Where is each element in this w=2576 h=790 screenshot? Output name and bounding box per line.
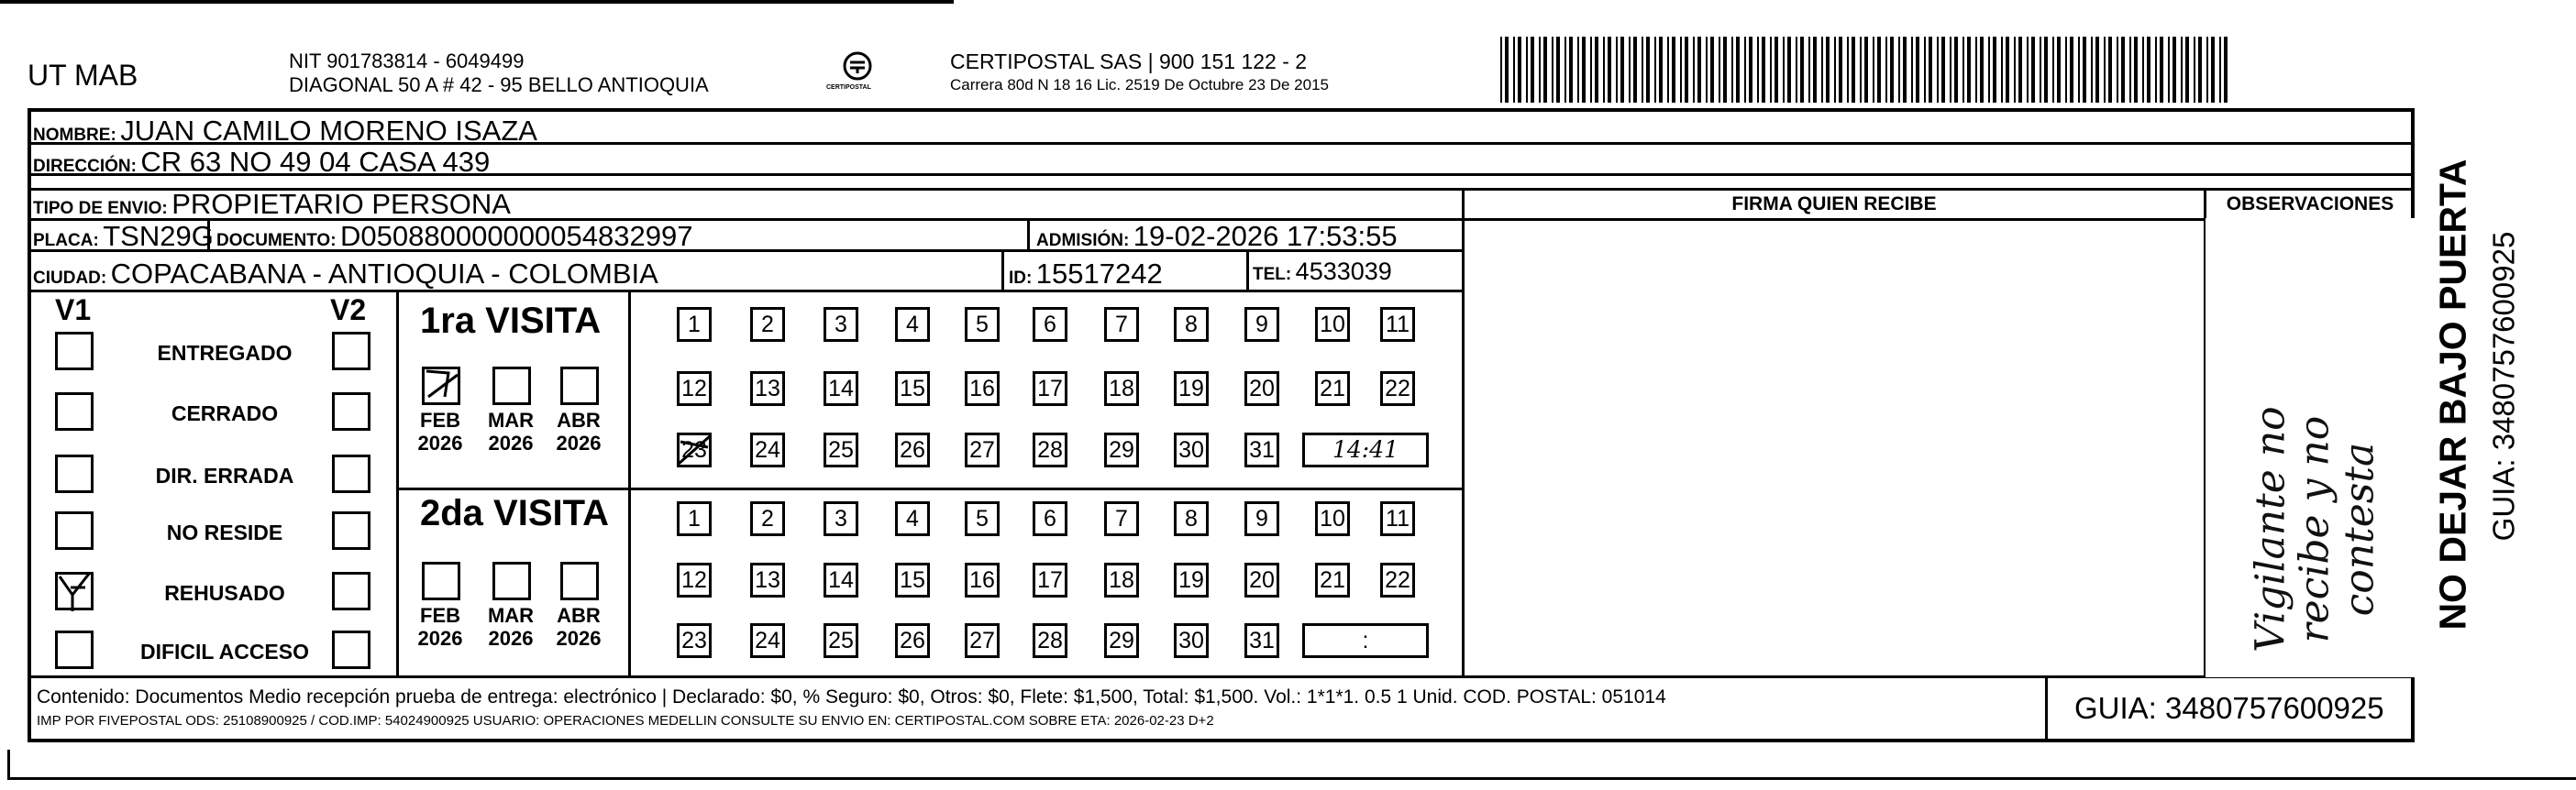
day-box[interactable]: 9 bbox=[1244, 307, 1279, 342]
day-box[interactable]: 10 bbox=[1315, 501, 1350, 536]
day-box[interactable]: 16 bbox=[965, 563, 1000, 598]
status-option-label: DIFICIL ACCESO bbox=[139, 640, 309, 664]
observaciones-label: OBSERVACIONES bbox=[2226, 193, 2394, 214]
day-box[interactable]: 12 bbox=[677, 371, 712, 406]
day-box[interactable]: 30 bbox=[1174, 623, 1209, 658]
visit-time-box[interactable]: : bbox=[1302, 623, 1429, 658]
month-label: ABR 2026 bbox=[556, 604, 602, 651]
admision-value: 19-02-2026 17:53:55 bbox=[1133, 220, 1398, 252]
day-box[interactable]: 17 bbox=[1033, 371, 1067, 406]
month-checkbox[interactable] bbox=[422, 562, 460, 600]
firma-label: FIRMA QUIEN RECIBE bbox=[1731, 193, 1937, 214]
placa-value: TSN29G bbox=[103, 220, 214, 252]
day-box[interactable]: 31 bbox=[1244, 623, 1279, 658]
direccion-value: CR 63 NO 49 04 CASA 439 bbox=[140, 146, 491, 178]
footer-print-line: IMP POR FIVEPOSTAL ODS: 25108900925 / COD.IMP: 54024900925 USUARIO: OPERACIONES MEDELLIN CONSULTE SU ENVIO EN: CERTIPOSTAL.COM SOBRE ETA: 2026-02-23 D+2 bbox=[37, 713, 1214, 729]
day-box[interactable]: 1 bbox=[677, 307, 712, 342]
v2-checkbox[interactable] bbox=[332, 631, 370, 669]
v1-checkbox[interactable] bbox=[55, 392, 94, 431]
tel-label: TEL: bbox=[1253, 265, 1292, 284]
ciudad-value: COPACABANA - ANTIOQUIA - COLOMBIA bbox=[110, 258, 658, 290]
v1-checkbox[interactable] bbox=[55, 455, 94, 493]
status-option-label: CERRADO bbox=[171, 401, 279, 425]
day-box[interactable]: 4 bbox=[895, 307, 930, 342]
day-box[interactable]: 28 bbox=[1033, 433, 1067, 467]
day-box[interactable]: 31 bbox=[1244, 433, 1279, 467]
day-box[interactable]: 26 bbox=[895, 623, 930, 658]
v1-label: V1 bbox=[55, 293, 92, 326]
month-checkbox[interactable] bbox=[492, 367, 531, 405]
placa-label: PLACA: bbox=[33, 231, 99, 250]
day-box[interactable]: 22 bbox=[1380, 371, 1415, 406]
day-box[interactable]: 26 bbox=[895, 433, 930, 467]
v2-label: V2 bbox=[330, 293, 367, 326]
status-option-label: NO RESIDE bbox=[166, 521, 283, 544]
nombre-value: JUAN CAMILO MORENO ISAZA bbox=[120, 115, 537, 147]
day-box[interactable]: 25 bbox=[824, 623, 858, 658]
day-box[interactable]: 5 bbox=[965, 501, 1000, 536]
day-box[interactable]: 15 bbox=[895, 563, 930, 598]
footer-guia: GUIA: 3480757600925 bbox=[2074, 691, 2384, 725]
status-option-label: DIR. ERRADA bbox=[155, 464, 294, 488]
documento-value: D050880000000054832997 bbox=[340, 220, 693, 252]
carrier-license: Carrera 80d N 18 16 Lic. 2519 De Octubre 23 De 2015 bbox=[950, 76, 1329, 93]
month-checkbox[interactable] bbox=[492, 562, 531, 600]
day-box[interactable]: 28 bbox=[1033, 623, 1067, 658]
day-box[interactable]: 22 bbox=[1380, 563, 1415, 598]
month-label: ABR 2026 bbox=[556, 409, 602, 455]
logo-text: CERTIPOSTAL bbox=[826, 84, 871, 91]
documento-label: DOCUMENTO: bbox=[216, 231, 337, 250]
day-box[interactable]: 2 bbox=[750, 307, 785, 342]
day-box[interactable]: 6 bbox=[1033, 501, 1067, 536]
nombre-label: NOMBRE: bbox=[33, 126, 116, 145]
v1-checkbox[interactable] bbox=[55, 572, 94, 610]
v2-checkbox[interactable] bbox=[332, 332, 370, 370]
day-box[interactable]: 1 bbox=[677, 501, 712, 536]
status-option-label: ENTREGADO bbox=[157, 341, 293, 365]
footer-content-line: Contenido: Documentos Medio recepción prueba de entrega: electrónico | Declarado: $0, % Seguro: $0, Otros: $0, Flete: $1,500, Total: $1,500. Vol.: 1*1*1. 0.5 1 Unid. COD. POSTAL: 051014 bbox=[37, 686, 1666, 708]
day-box[interactable]: 20 bbox=[1244, 563, 1279, 598]
v1-checkbox[interactable] bbox=[55, 511, 94, 550]
day-box[interactable]: 19 bbox=[1174, 371, 1209, 406]
status-option-label: REHUSADO bbox=[164, 581, 285, 605]
month-label: MAR 2026 bbox=[487, 604, 535, 651]
carrier-name: CERTIPOSTAL SAS | 900 151 122 - 2 bbox=[950, 49, 1308, 73]
v2-checkbox[interactable] bbox=[332, 455, 370, 493]
v2-checkbox[interactable] bbox=[332, 511, 370, 550]
day-box[interactable]: 15 bbox=[895, 371, 930, 406]
day-box[interactable]: 8 bbox=[1174, 501, 1209, 536]
bottom-rule bbox=[7, 777, 2576, 780]
day-box[interactable]: 3 bbox=[824, 307, 858, 342]
month-checkbox[interactable] bbox=[560, 562, 599, 600]
day-box[interactable]: 29 bbox=[1104, 433, 1139, 467]
handwritten-observation: Vigilante no recibe y no contesta bbox=[2247, 406, 2383, 653]
day-box[interactable]: 13 bbox=[750, 371, 785, 406]
id-value: 15517242 bbox=[1035, 258, 1163, 290]
top-rule bbox=[0, 0, 954, 4]
admision-label: ADMISIÓN: bbox=[1036, 231, 1130, 250]
day-box[interactable]: 5 bbox=[965, 307, 1000, 342]
second-visit-title: 2da VISITA bbox=[420, 493, 609, 533]
visit-time-box[interactable]: 14:41 bbox=[1302, 433, 1429, 467]
id-label: ID: bbox=[1009, 269, 1033, 288]
day-box[interactable]: 13 bbox=[750, 563, 785, 598]
day-box[interactable]: 8 bbox=[1174, 307, 1209, 342]
firma-area[interactable] bbox=[1465, 220, 2204, 675]
side-warning: NO DEJAR BAJO PUERTA bbox=[2431, 159, 2474, 631]
day-box[interactable]: 9 bbox=[1244, 501, 1279, 536]
day-box[interactable]: 16 bbox=[965, 371, 1000, 406]
sender-nit: NIT 901783814 - 6049499 bbox=[289, 49, 525, 72]
day-box[interactable]: 4 bbox=[895, 501, 930, 536]
day-box[interactable]: 27 bbox=[965, 433, 1000, 467]
day-box[interactable]: 11 bbox=[1380, 307, 1415, 342]
day-box[interactable]: 25 bbox=[824, 433, 858, 467]
sender-address: DIAGONAL 50 A # 42 - 95 BELLO ANTIOQUIA bbox=[289, 73, 709, 96]
day-box[interactable]: 24 bbox=[750, 433, 785, 467]
tel-value: 4533039 bbox=[1295, 258, 1392, 285]
first-visit-title: 1ra VISITA bbox=[420, 301, 602, 341]
day-box[interactable]: 11 bbox=[1380, 501, 1415, 536]
month-label: FEB 2026 bbox=[417, 604, 463, 651]
day-box[interactable]: 14 bbox=[824, 563, 858, 598]
day-box[interactable]: 23 bbox=[677, 623, 712, 658]
month-label: FEB 2026 bbox=[417, 409, 463, 455]
barcode bbox=[1500, 37, 2232, 103]
day-box[interactable]: 10 bbox=[1315, 307, 1350, 342]
month-checkbox[interactable] bbox=[560, 367, 599, 405]
day-box[interactable]: 7 bbox=[1104, 501, 1139, 536]
day-box[interactable]: 3 bbox=[824, 501, 858, 536]
day-box[interactable]: 18 bbox=[1104, 563, 1139, 598]
day-box[interactable]: 7 bbox=[1104, 307, 1139, 342]
day-box[interactable]: 24 bbox=[750, 623, 785, 658]
tipo-envio-label: TIPO DE ENVIO: bbox=[33, 199, 168, 218]
month-label: MAR 2026 bbox=[487, 409, 535, 455]
v2-checkbox[interactable] bbox=[332, 392, 370, 431]
day-box[interactable]: 12 bbox=[677, 563, 712, 598]
day-box[interactable]: 20 bbox=[1244, 371, 1279, 406]
ciudad-label: CIUDAD: bbox=[33, 269, 107, 288]
day-box[interactable]: 23 bbox=[677, 433, 712, 467]
day-box[interactable]: 14 bbox=[824, 371, 858, 406]
sender-name: UT MAB bbox=[28, 59, 138, 92]
tipo-envio-value: PROPIETARIO PERSONA bbox=[171, 188, 511, 220]
day-box[interactable]: 21 bbox=[1315, 563, 1350, 598]
day-box[interactable]: 6 bbox=[1033, 307, 1067, 342]
v1-checkbox[interactable] bbox=[55, 332, 94, 370]
day-box[interactable]: 30 bbox=[1174, 433, 1209, 467]
day-box[interactable]: 2 bbox=[750, 501, 785, 536]
v1-checkbox[interactable] bbox=[55, 631, 94, 669]
certipostal-logo bbox=[826, 46, 885, 103]
direccion-label: DIRECCIÓN: bbox=[33, 157, 137, 176]
day-box[interactable]: 17 bbox=[1033, 563, 1067, 598]
day-box[interactable]: 27 bbox=[965, 623, 1000, 658]
month-checkbox[interactable] bbox=[422, 367, 460, 405]
day-box[interactable]: 18 bbox=[1104, 371, 1139, 406]
day-box[interactable]: 21 bbox=[1315, 371, 1350, 406]
day-box[interactable]: 19 bbox=[1174, 563, 1209, 598]
day-box[interactable]: 29 bbox=[1104, 623, 1139, 658]
v2-checkbox[interactable] bbox=[332, 572, 370, 610]
side-guia: GUIA: 3480757600925 bbox=[2486, 231, 2521, 542]
